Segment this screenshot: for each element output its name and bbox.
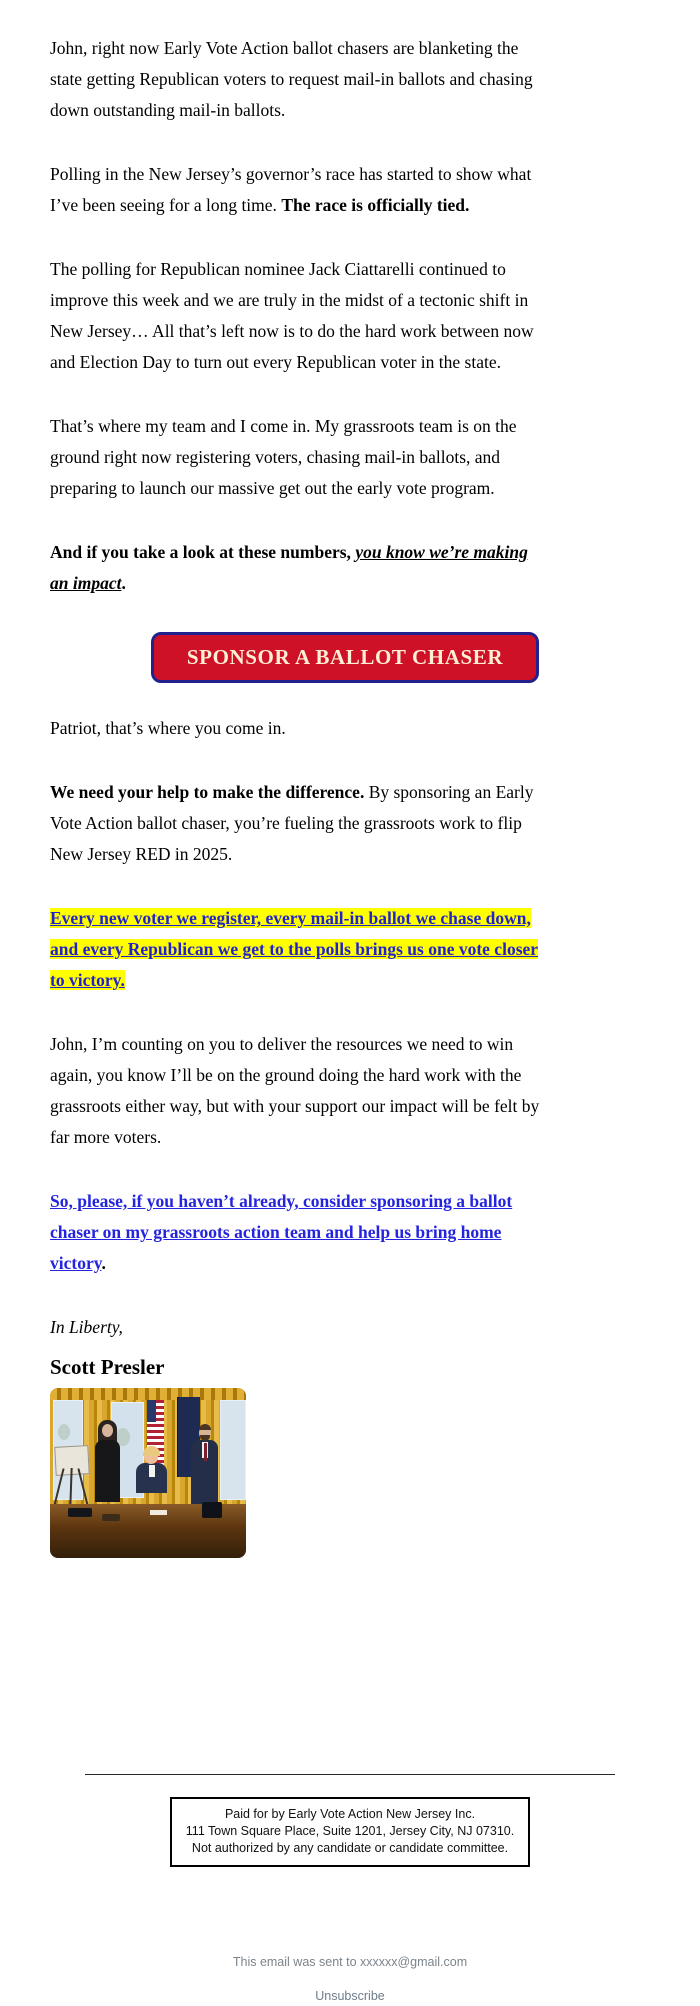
photo-right-person-hair [199,1424,211,1430]
disclaimer-line: 111 Town Square Place, Suite 1201, Jersey City, NJ 07310. [185,1824,515,1838]
ciattarelli-paragraph [50,254,640,378]
numbers-paragraph [50,537,640,599]
highlight-paragraph[interactable] [50,903,640,996]
period-text: . [101,1253,106,1273]
sponsor-link-line[interactable] [50,1248,640,1279]
paragraph-line: John, right now Early Vote Action ballot chasers are blanketing the [50,38,519,58]
photo-desk-phone [68,1508,92,1517]
photo-us-flag-canton [147,1400,156,1422]
paragraph-line: and Election Day to turn out every Republican voter in the state. [50,352,501,372]
paragraph-line: That’s where my team and I come in. My grassroots team is on the [50,416,517,436]
paragraph-line: John, I’m counting on you to deliver the resources we need to win [50,1034,514,1054]
whitespace-spacer [0,1867,700,1955]
closing-line: In Liberty, [50,1317,123,1337]
paragraph-line: preparing to launch our massive get out the early vote program. [50,478,495,498]
paragraph-line [50,537,640,568]
disclaimer-line: Paid for by Early Vote Action New Jersey Inc. [224,1807,476,1821]
photo-left-person [102,1424,113,1437]
photo-left-person-suit [95,1440,120,1502]
sponsor-link-line[interactable]: So, please, if you haven’t already, consider sponsoring a ballot [50,1191,513,1211]
signature-photo [50,1388,246,1558]
polling-paragraph [50,159,640,221]
bold-text: And if you take a look at these numbers, [50,542,356,562]
highlighted-link-text[interactable]: to victory. [50,970,125,990]
photo-desk-item [102,1514,120,1521]
unsubscribe-link[interactable]: Unsubscribe [315,1989,385,2003]
highlighted-link-text[interactable]: and every Republican we get to the polls brings us one vote closer [50,939,539,959]
paragraph-line [50,568,640,599]
paragraph-line: New Jersey… All that’s left now is to do the hard work between now [50,321,534,341]
sponsor-link-text[interactable]: victory [50,1253,102,1273]
paragraph-line: New Jersey RED in 2025. [50,844,233,864]
disclaimer-box [170,1797,530,1867]
team-paragraph [50,411,640,504]
counting-paragraph [50,1029,640,1153]
paragraph-line: down outstanding mail-in ballots. [50,100,286,120]
paragraph-text: By sponsoring an Early [364,782,534,802]
sponsor-link-paragraph[interactable] [50,1186,640,1279]
help-paragraph [50,777,640,870]
highlight-link-line[interactable] [50,903,640,934]
whitespace-spacer [0,1558,700,1774]
divider-line [85,1774,615,1775]
photo-desk-box [202,1502,222,1518]
paragraph-line [50,190,640,221]
highlight-link-line[interactable] [50,965,640,996]
paragraph-line: grassroots either way, but with your support our impact will be felt by [50,1096,540,1116]
sponsor-link-line[interactable]: chaser on my grassroots action team and help us bring home [50,1222,502,1242]
sent-to-line: This email was sent to xxxxxx@gmail.com [232,1955,468,1969]
photo-desk-papers [150,1510,167,1515]
paragraph-line: Patriot, that’s where you come in. [50,718,286,738]
paragraph-line [50,777,640,808]
highlight-link-line[interactable] [50,934,640,965]
paragraph-line: The polling for Republican nominee Jack Ciattarelli continued to [50,259,506,279]
photo-right-person-tie [204,1443,207,1461]
paragraph-line: again, you know I’ll be on the ground doing the hard work with the [50,1065,522,1085]
disclaimer-line: Not authorized by any candidate or candidate committee. [191,1841,509,1855]
photo-seated-person-shirt [149,1465,155,1477]
paragraph-text: I’ve been seeing for a long time. [50,195,282,215]
making-impact-emphasis-text: an impact [50,573,122,593]
intro-paragraph [50,33,640,126]
paragraph-line: ground right now registering voters, chasing mail-in ballots, and [50,447,501,467]
highlighted-link-text[interactable]: Every new voter we register, every mail-in ballot we chase down, [50,908,531,928]
photo-window-right [220,1400,246,1500]
photo-seated-person-hair [143,1446,160,1456]
paragraph-line: Polling in the New Jersey’s governor’s race has started to show what [50,164,532,184]
need-help-bold-text: We need your help to make the difference. [50,782,365,802]
patriot-paragraph [50,713,640,744]
paragraph-line: improve this week and we are truly in the midst of a tectonic shift in [50,290,529,310]
photo-tree [58,1424,70,1440]
bold-text: . [121,573,126,593]
sponsor-ballot-chaser-button[interactable]: SPONSOR A BALLOT CHASER [151,632,539,683]
signature-name: Scott Presler [50,1355,165,1379]
paragraph-line: Vote Action ballot chaser, you’re fueling the grassroots work to flip [50,813,522,833]
photo-curtain-valance [50,1388,246,1400]
making-impact-emphasis-text: you know we’re making [355,542,528,562]
paragraph-line: far more voters. [50,1127,162,1147]
button-container [50,632,640,683]
race-tied-bold-text: The race is officially tied. [281,195,470,215]
paragraph-line: state getting Republican voters to request mail-in ballots and chasing [50,69,533,89]
